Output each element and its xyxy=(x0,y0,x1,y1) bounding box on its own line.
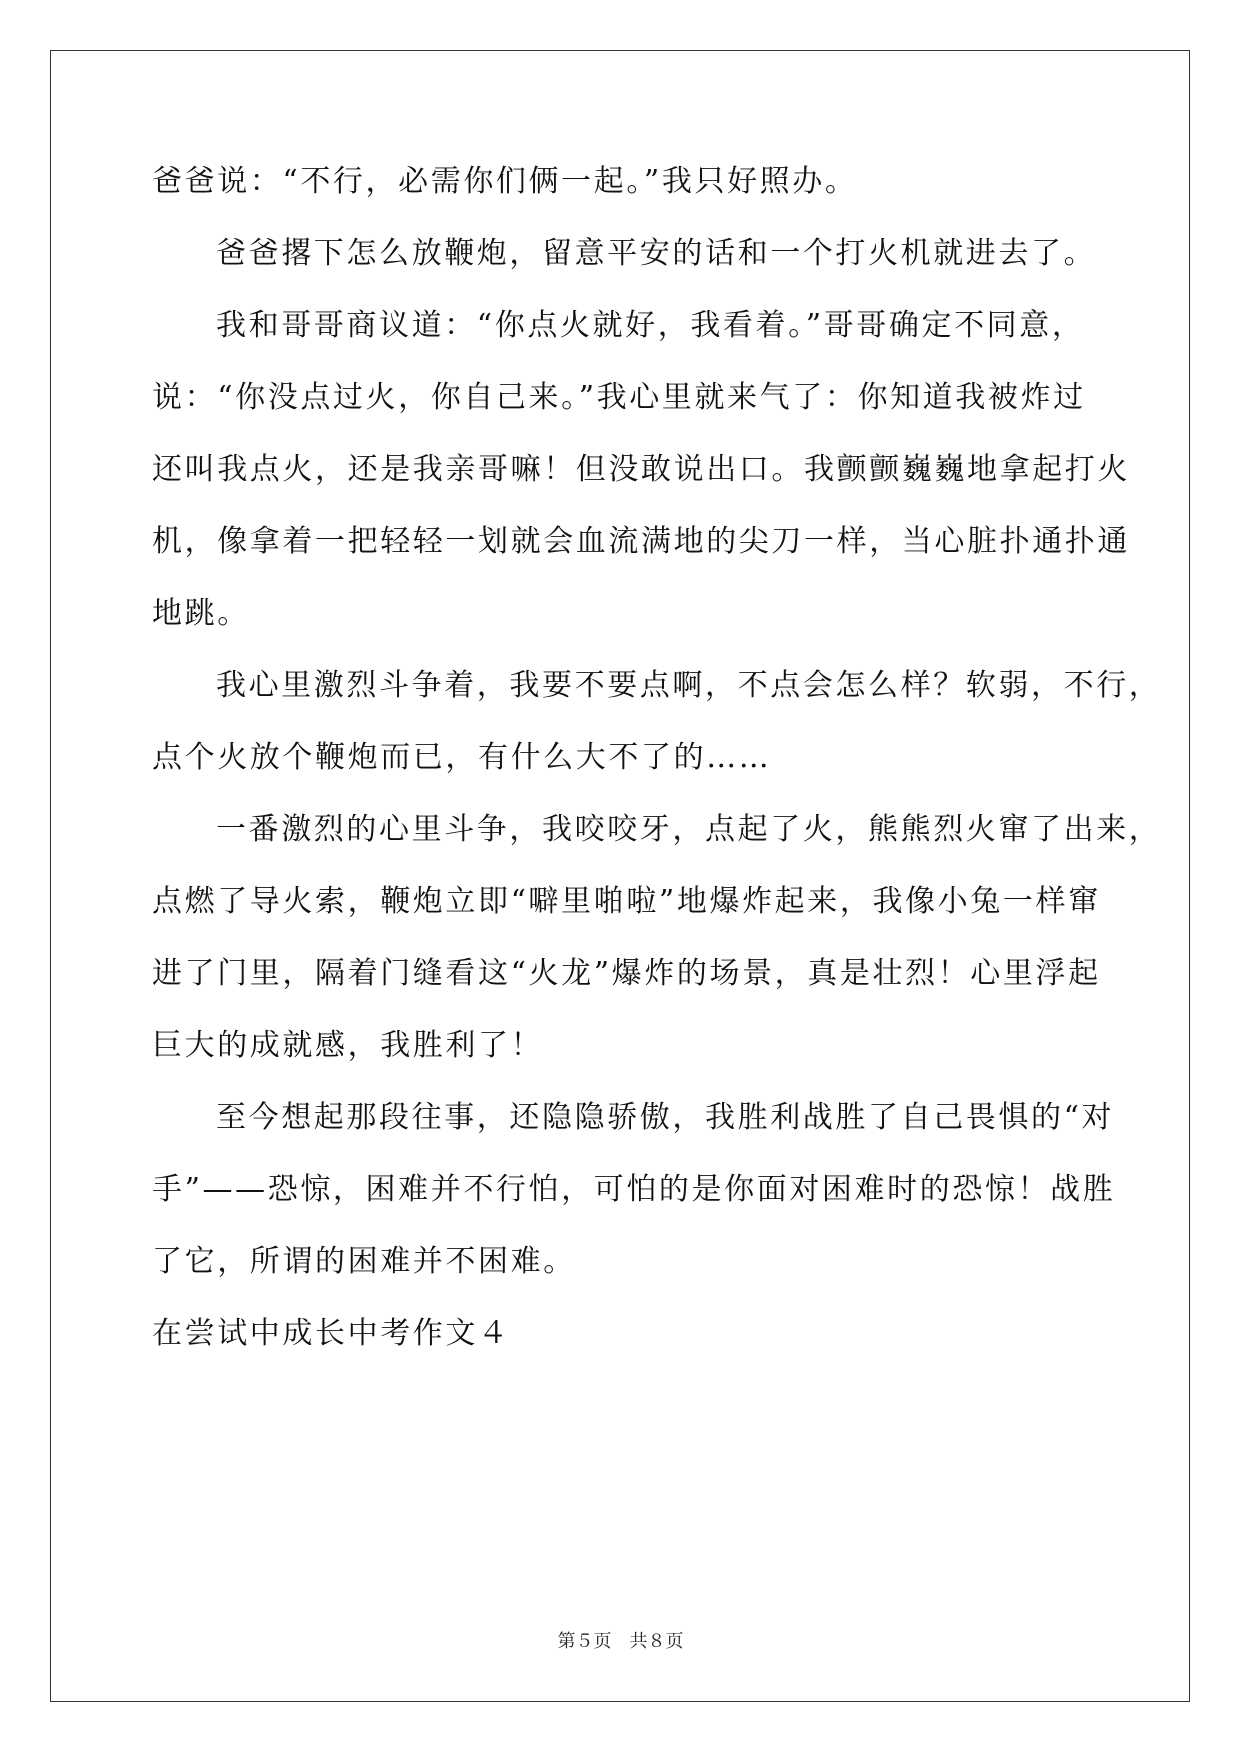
text-line: 点燃了导火索，鞭炮立即“噼里啪啦”地爆炸起来，我像小兔一样窜 xyxy=(152,884,1101,919)
text-line: 地跳。 xyxy=(152,596,250,631)
text-line: 点个火放个鞭炮而已，有什么大不了的…… xyxy=(152,740,772,775)
paragraph-start-line: 爸爸撂下怎么放鞭炮，留意平安的话和一个打火机就进去了。 xyxy=(216,236,1097,271)
text-line: 进了门里，隔着门缝看这“火龙”爆炸的场景，真是壮烈！心里浮起 xyxy=(152,956,1101,991)
paragraph-start-line: 一番激烈的心里斗争，我咬咬牙，点起了火，熊熊烈火窜了出来， xyxy=(216,812,1162,847)
paragraph-start-line: 我心里激烈斗争着，我要不要点啊，不点会怎么样？软弱，不行， xyxy=(216,668,1162,703)
text-line: 爸爸说：“不行，必需你们俩一起。”我只好照办。 xyxy=(152,164,858,199)
text-line: 机，像拿着一把轻轻一划就会血流满地的尖刀一样，当心脏扑通扑通 xyxy=(152,524,1130,559)
text-line: 说：“你没点过火，你自己来。”我心里就来气了：你知道我被炸过 xyxy=(152,380,1086,415)
paragraph-start-line: 至今想起那段往事，还隐隐骄傲，我胜利战胜了自己畏惧的“对 xyxy=(216,1100,1115,1135)
paragraph-start-line: 我和哥哥商议道：“你点火就好，我看着。”哥哥确定不同意， xyxy=(216,308,1085,343)
page-border xyxy=(50,50,1190,1702)
text-line: 手”——恐惊，困难并不行怕，可怕的是你面对困难时的恐惊！战胜 xyxy=(152,1172,1116,1207)
section-heading: 在尝试中成长中考作文４ xyxy=(152,1316,511,1351)
text-line: 了它，所谓的困难并不困难。 xyxy=(152,1244,576,1279)
page-number: 第５页 共８页 xyxy=(557,1631,684,1652)
text-line: 还叫我点火，还是我亲哥嘛！但没敢说出口。我颤颤巍巍地拿起打火 xyxy=(152,452,1130,487)
text-line: 巨大的成就感，我胜利了！ xyxy=(152,1028,544,1063)
